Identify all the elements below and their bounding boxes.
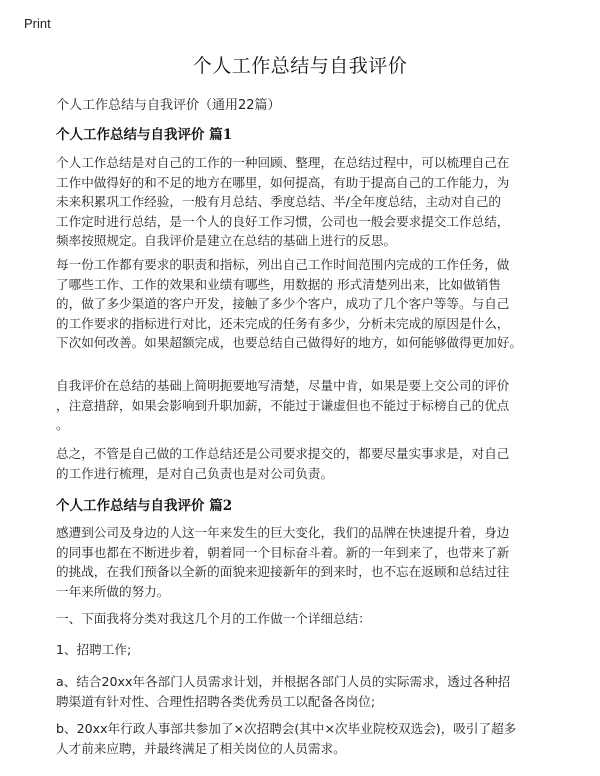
text-line: 总之，不管是自己做的工作总结还是公司要求提交的，都要尽量实事求是，对自己 [56,446,510,461]
section2-paragraph-5 [56,719,552,758]
text-line: 频率按照规定。自我评价是建立在总结的基础上进行的反思。 [56,233,397,248]
section1-paragraph-2 [56,255,552,353]
text-line: 。 [56,417,69,432]
text-line: 一年来所做的努力。 [56,583,170,599]
section1-paragraph-3 [56,376,552,435]
text-line: 感遭到公司及身边的人这一年来发生的巨大变化，我们的品牌在快速提升着，身边 [56,525,510,540]
section2-paragraph-4 [56,672,552,711]
text-line: b、20xx年行政人事部共参加了×次招聘会(其中×次毕业院校双选会)，吸引了超多 [56,721,517,736]
text-line: 工作中做得好的和不足的地方在哪里，如何提高，有助于提高自己的工作能力，为 [56,174,510,190]
text-line: 的，做了多少渠道的客户开发，接触了多少个客户，成功了几个客户等等。与自己 [56,296,510,311]
section2-paragraph-2: 一、下面我将分类对我这几个月的工作做一个详细总结： [56,611,371,626]
section2-paragraph-1 [56,523,552,601]
section-heading-2: 个人工作总结与自我评价 篇2 [56,498,233,514]
text-line: 人才前来应聘，并最终满足了相关岗位的人员需求。 [56,740,346,756]
text-line: 未来积累巩工作经验，一般有月总结、季度总结、半/全年度总结，主动对自己的 [56,194,502,209]
text-line: 了哪些工作、工作的效果和业绩有哪些，用数据的 形式清楚列出来，比如做销售 [56,276,501,292]
section1-paragraph-4 [56,444,552,483]
text-line: 下次如何改善。如果超额完成，也要总结自己做得好的地方，如何能够做得更加好。 [56,335,522,350]
text-line: 工作定时进行总结，是一个人的良好工作习惯，公司也一般会要求提交工作总结， [56,213,510,229]
text-line: 自我评价在总结的基础上简明扼要地写清楚，尽量中肯，如果是要上交公司的评价 [56,378,510,393]
document-subtitle: 个人工作总结与自我评价（通用22篇） [56,98,281,113]
text-line: 聘渠道有针对性、合理性招聘各类优秀员工以配备各岗位; [56,693,376,709]
section1-paragraph-1 [56,153,552,251]
text-line: 的工作进行梳理，是对自己负责也是对公司负责。 [56,465,334,481]
text-line: 的挑战，在我们预备以全新的面貌来迎接新年的到来时，也不忘在返顾和总结过往 [56,564,510,579]
print-link[interactable]: Print [24,16,51,31]
text-line: a、结合20xx年各部门人员需求计划，并根据各部门人员的实际需求，透过各种招 [56,674,511,689]
text-line: 每一份工作都有要求的职责和指标，列出自己工作时间范围内完成的工作任务，做 [56,257,510,272]
section2-paragraph-3: 1、招聘工作; [56,642,132,657]
section-heading-1: 个人工作总结与自我评价 篇1 [56,127,233,143]
text-line: 个人工作总结是对自己的工作的一种回顾、整理，在总结过程中，可以梳理自己在 [56,155,510,170]
text-line: ，注意措辞，如果会影响到升职加薪，不能过于谦虚但也不能过于标榜自己的优点 [56,397,510,413]
text-line: 的同事也都在不断进步着，朝着同一个目标奋斗着。新的一年到来了，也带来了新 [56,544,510,560]
text-line: 的工作要求的指标进行对比，还未完成的任务有多少，分析未完成的原因是什么， [56,315,510,331]
page-title: 个人工作总结与自我评价 [192,55,408,77]
